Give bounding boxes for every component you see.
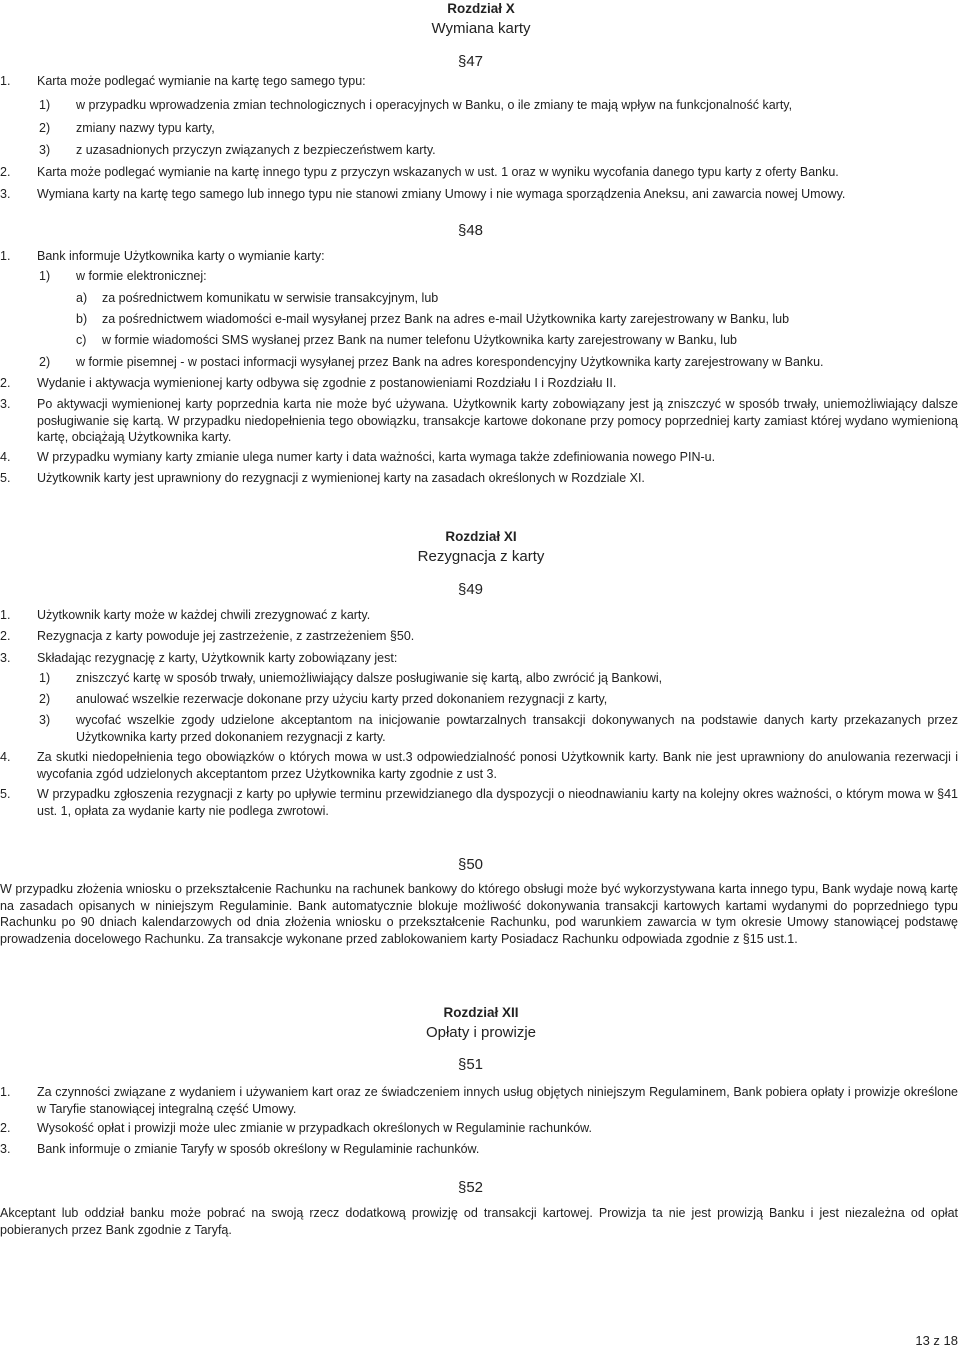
item-text: w przypadku wprowadzenia zmian technologicznych i operacyjnych w Banku, o ile zmiany te mają wpływ na funkcjonalność karty, bbox=[76, 98, 793, 112]
item-text: za pośrednictwem komunikatu w serwisie transakcyjnym, lub bbox=[102, 291, 439, 305]
chapter-number: Rozdział X bbox=[447, 1, 515, 16]
s49-item-3-1 bbox=[39, 670, 958, 687]
item-number: 4. bbox=[0, 450, 11, 464]
item-text: Karta może podlegać wymianie na kartę innego typu z przyczyn wskazanych w ust. 1 oraz w wyniku wycofania danego typu karty z oferty Banku. bbox=[37, 165, 839, 179]
item-text: Po aktywacji wymienionej karty poprzednia karta nie może być używana. Użytkownik karty zobowiązany jest ją zniszczyć w sposób trwały, uniemożliwiający dalsze posługiwanie się kartą. W przypadku niedopełnienia tego obowiązku, transakcje kartowe dokonane przy pomocy poprzedniej karty zamiast której wydano wymienioną kartę, obciążają Użytkownika karty. bbox=[37, 397, 958, 444]
s47-item-1-3 bbox=[39, 142, 958, 159]
s47-item-2 bbox=[0, 164, 958, 181]
s47-item-1 bbox=[0, 73, 958, 90]
s51-item-2 bbox=[0, 1120, 958, 1137]
s50-paragraph: W przypadku złożenia wniosku o przekształcenie Rachunku na rachunek bankowy do którego obsługi może być wykorzystywana karta innego typu, Bank wydaje nową kartę na zasadach opisanych w niniejszym Regulaminie. Bank automatycznie blokuje możliwość dokonywania transakcji kartowych kartami wydanymi do poprzedniego typu Rachunku po 90 dniach kalendarzowych od dnia złożenia wniosku o przekształcenie Rachunku, pod warunkiem zawarcia w tym okresie Umowy stanowiącej podstawę prowadzenia docelowego Rachunku. Za transakcje wykonane przed zablokowaniem karty Posiadacz Rachunku odpowiada zgodnie z §15 ust.1. bbox=[0, 882, 958, 946]
s48-item-c bbox=[76, 332, 958, 349]
section-48-mark: §48 bbox=[458, 222, 484, 239]
section-47-mark: §47 bbox=[458, 53, 484, 70]
item-number: 3. bbox=[0, 1142, 11, 1156]
item-number: 2. bbox=[0, 165, 11, 179]
s47-item-3 bbox=[0, 186, 958, 203]
item-text: Za czynności związane z wydaniem i używaniem kart oraz ze świadczeniem innych usług objętych niniejszym Regulaminem, Bank pobiera opłaty i prowizje określone w Taryfie stanowiącej integralną część Umowy. bbox=[37, 1085, 958, 1116]
item-number: 1) bbox=[39, 269, 51, 283]
item-text: Bank informuje Użytkownika karty o wymianie karty: bbox=[37, 249, 325, 263]
item-text: za pośrednictwem wiadomości e-mail wysyłanej przez Bank na adres e-mail Użytkownika karty zarejestrowany w Banku, lub bbox=[102, 312, 790, 326]
s52-paragraph: Akceptant lub oddział banku może pobrać na swoją rzecz dodatkową prowizję od transakcji kartowej. Prowizja ta nie jest prowizją Banku i jest niezależna od opłat pobieranych przez Bank zgodnie z Taryfą. bbox=[0, 1206, 958, 1237]
s51-item-3 bbox=[0, 1141, 958, 1158]
item-text: wycofać wszelkie zgody udzielone akceptantom na inicjowanie powtarzalnych transakcji dokonywanych na podstawie danych karty przekazanych przez Użytkownika karty przed dokonaniem rezygnacji z karty. bbox=[76, 713, 958, 744]
s48-item-4 bbox=[0, 449, 958, 466]
item-number: 2) bbox=[39, 355, 51, 369]
chapter-number: Rozdział XI bbox=[445, 529, 517, 544]
item-number: 5. bbox=[0, 787, 11, 801]
s49-item-3 bbox=[0, 650, 958, 667]
chapter-title: Opłaty i prowizje bbox=[425, 1024, 537, 1041]
item-number: 3. bbox=[0, 187, 11, 201]
item-number: 1. bbox=[0, 608, 11, 622]
chapter-xi-heading bbox=[0, 528, 960, 566]
item-number: 3. bbox=[0, 397, 11, 411]
section-50-mark: §50 bbox=[458, 856, 484, 873]
item-number: 1. bbox=[0, 74, 11, 88]
item-text: Karta może podlegać wymianie na kartę tego samego typu: bbox=[37, 74, 366, 88]
s48-item-3 bbox=[0, 396, 958, 446]
s49-item-1 bbox=[0, 607, 958, 624]
s47-item-1-1 bbox=[39, 97, 958, 114]
item-text: w formie elektronicznej: bbox=[76, 269, 207, 283]
page-number: 13 z 18 bbox=[915, 1333, 958, 1348]
s49-item-3-3 bbox=[39, 712, 958, 745]
item-text: Użytkownik karty może w każdej chwili zrezygnować z karty. bbox=[37, 608, 371, 622]
item-text: Bank informuje o zmianie Taryfy w sposób określony w Regulaminie rachunków. bbox=[37, 1142, 480, 1156]
item-text: zmiany nazwy typu karty, bbox=[76, 121, 215, 135]
chapter-title: Rezygnacja z karty bbox=[417, 548, 545, 565]
chapter-title: Wymiana karty bbox=[431, 20, 531, 37]
item-number: 2) bbox=[39, 121, 51, 135]
item-number: 5. bbox=[0, 471, 11, 485]
item-number: 1) bbox=[39, 671, 51, 685]
item-number: 2. bbox=[0, 376, 11, 390]
item-number: 4. bbox=[0, 750, 11, 764]
item-text: Rezygnacja z karty powoduje jej zastrzeżenie, z zastrzeżeniem §50. bbox=[37, 629, 415, 643]
item-letter: c) bbox=[76, 333, 87, 347]
item-number: 1. bbox=[0, 249, 11, 263]
section-49-mark: §49 bbox=[458, 581, 484, 598]
s48-item-a bbox=[76, 290, 958, 307]
chapter-x-heading bbox=[0, 0, 960, 38]
s49-item-5 bbox=[0, 786, 958, 819]
item-text: Wydanie i aktywacja wymienionej karty odbywa się zgodnie z postanowieniami Rozdziału I i Rozdziału II. bbox=[37, 376, 617, 390]
item-text: zniszczyć kartę w sposób trwały, uniemożliwiający dalsze posługiwanie się kartą, albo zwrócić ją Bankowi, bbox=[76, 671, 663, 685]
s48-item-b bbox=[76, 311, 958, 328]
item-number: 2. bbox=[0, 1121, 11, 1135]
item-text: Użytkownik karty jest uprawniony do rezygnacji z wymienionej karty na zasadach określonych w Rozdziale XI. bbox=[37, 471, 645, 485]
item-number: 3. bbox=[0, 651, 11, 665]
s48-item-2 bbox=[0, 375, 958, 392]
item-letter: a) bbox=[76, 291, 88, 305]
s48-item-5 bbox=[0, 470, 958, 487]
s49-item-2 bbox=[0, 628, 958, 645]
s48-item-1-1 bbox=[39, 268, 958, 285]
s48-item-1 bbox=[0, 248, 958, 265]
item-text: Wymiana karty na kartę tego samego lub innego typu nie stanowi zmiany Umowy i nie wymaga sporządzenia Aneksu, ani zawarcia nowej Umowy. bbox=[37, 187, 846, 201]
item-number: 1. bbox=[0, 1085, 11, 1099]
item-letter: b) bbox=[76, 312, 88, 326]
item-number: 3) bbox=[39, 143, 51, 157]
item-text: W przypadku zgłoszenia rezygnacji z karty po upływie terminu przewidzianego dla dyspozycji o nieodnawianiu karty na kolejny okres ważności, o którym mowa w §41 ust. 1, opłata za wydanie karty nie podlega zwrotowi. bbox=[37, 787, 958, 818]
item-text: anulować wszelkie rezerwacje dokonane przy użyciu karty przed dokonaniem rezygnacji z karty, bbox=[76, 692, 608, 706]
item-text: Składając rezygnację z karty, Użytkownik karty zobowiązany jest: bbox=[37, 651, 398, 665]
item-text: Wysokość opłat i prowizji może ulec zmianie w przypadkach określonych w Regulaminie rachunków. bbox=[37, 1121, 592, 1135]
item-text: z uzasadnionych przyczyn związanych z bezpieczeństwem karty. bbox=[76, 143, 436, 157]
s49-item-3-2 bbox=[39, 691, 958, 708]
section-51-mark: §51 bbox=[458, 1056, 484, 1073]
item-text: w formie wiadomości SMS wysłanej przez Bank na numer telefonu Użytkownika karty zarejestrowany w Banku, lub bbox=[102, 333, 737, 347]
item-number: 1) bbox=[39, 98, 51, 112]
item-number: 3) bbox=[39, 713, 51, 727]
item-text: w formie pisemnej - w postaci informacji wysyłanej przez Bank na adres korespondencyjny Użytkownika karty zarejestrowany w Banku. bbox=[76, 355, 824, 369]
item-number: 2. bbox=[0, 629, 11, 643]
s47-item-1-2 bbox=[39, 120, 958, 137]
s49-item-4 bbox=[0, 749, 958, 782]
item-text: W przypadku wymiany karty zmianie ulega numer karty i data ważności, karta wymaga także zdefiniowania nowego PIN-u. bbox=[37, 450, 716, 464]
item-number: 2) bbox=[39, 692, 51, 706]
s48-item-1-2 bbox=[39, 354, 958, 371]
chapter-xii-heading bbox=[0, 1004, 960, 1042]
s51-item-1 bbox=[0, 1084, 958, 1117]
item-text: Za skutki niedopełnienia tego obowiązków o których mowa w ust.3 odpowiedzialność ponosi Użytkownik karty. Bank nie jest uprawniony do anulowania rezerwacji i wycofania zgód udzielonych akceptantom przez Użytkownika karty zgodnie z ust 3. bbox=[37, 750, 958, 781]
section-52-mark: §52 bbox=[458, 1179, 484, 1196]
chapter-number: Rozdział XII bbox=[443, 1005, 519, 1020]
